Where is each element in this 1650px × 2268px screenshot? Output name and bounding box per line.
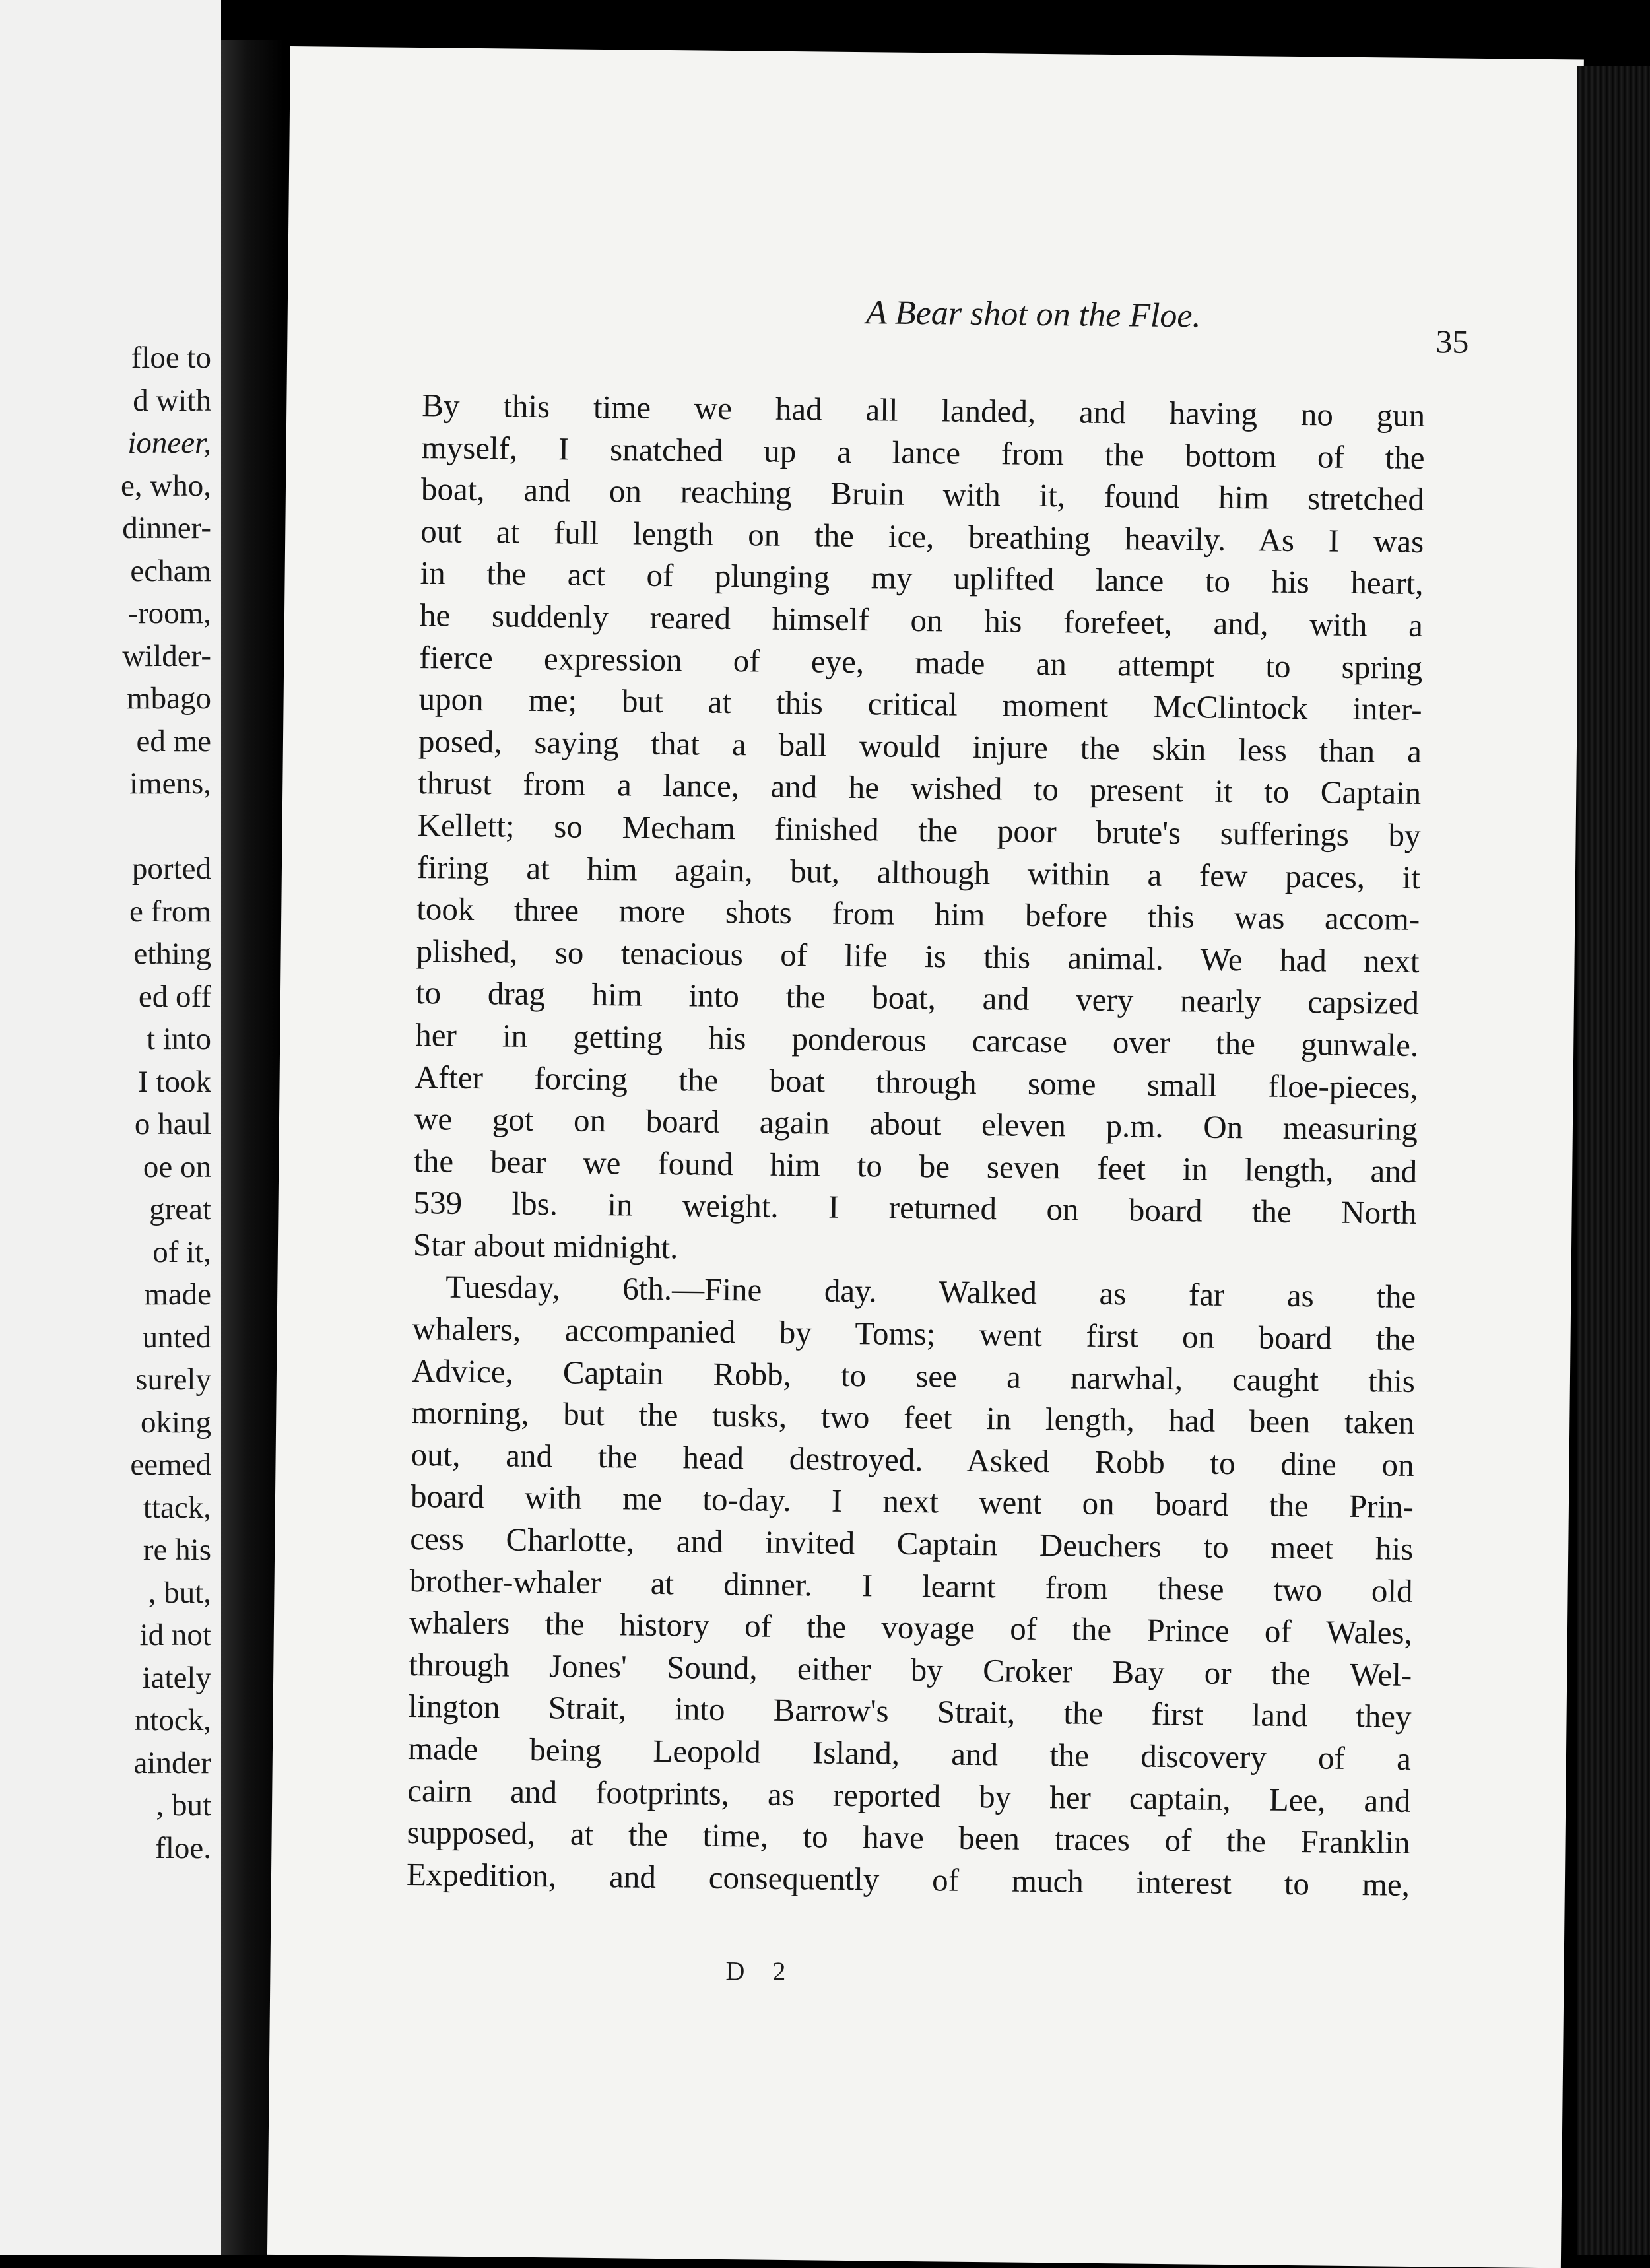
left-line: made (144, 1277, 211, 1312)
left-line: ainder (133, 1745, 211, 1780)
text-line: took three more shots from him before this was accom- (416, 890, 1420, 938)
text-line: Advice, Captain Robb, to see a narwhal, caught this (411, 1352, 1416, 1399)
text-line: plished, so tenacious of life is this animal. We had next (416, 932, 1420, 980)
signature-mark: D 2 (725, 1956, 797, 1987)
left-line: eemed (130, 1448, 211, 1482)
text-line: board with me to-day. I next went on board the Prin- (410, 1478, 1414, 1525)
left-line: floe to (131, 341, 211, 375)
left-line: o haul (134, 1107, 211, 1141)
left-line: echam (130, 553, 211, 588)
left-line: e from (129, 894, 211, 929)
left-line (0, 805, 211, 848)
text-line: he suddenly reared himself on his forefeet, and, with a (419, 597, 1424, 644)
text-line: myself, I snatched up a lance from the bottom of the (421, 428, 1425, 476)
page-edges (1577, 66, 1650, 2255)
text-line: morning, but the tusks, two feet in length, had been taken (411, 1394, 1415, 1442)
left-line: great (149, 1192, 211, 1226)
text-line: her in getting his ponderous carcase over the gunwale. (415, 1016, 1419, 1063)
left-line: id not (139, 1618, 211, 1652)
text-line: whalers, accompanied by Toms; went first on board the (412, 1310, 1416, 1358)
text-line: Star about midnight. (412, 1226, 678, 1266)
left-line: ed off (138, 979, 211, 1014)
left-line: ntock, (134, 1703, 211, 1737)
left-line: e, who, (120, 468, 211, 503)
left-line: ioneer, (127, 426, 211, 460)
left-line: unted (142, 1319, 211, 1354)
text-line: the bear we found him to be seven feet in length, and (414, 1142, 1418, 1189)
text-line: 539 lbs. in weight. I returned on board the North (413, 1184, 1417, 1232)
text-line: in the act of plunging my uplifted lance to his heart, (420, 554, 1424, 602)
text-line: cess Charlotte, and invited Captain Deuchers to meet his (410, 1520, 1414, 1567)
left-line: -room, (127, 596, 211, 630)
text-line: lington Strait, into Barrow's Strait, the first land they (408, 1688, 1412, 1735)
text-line: cairn and footprints, as reported by her captain, Lee, and (407, 1772, 1411, 1819)
text-line: to drag him into the boat, and very nearly capsized (415, 974, 1420, 1022)
text-line: brother-whaler at dinner. I learnt from these two old (409, 1562, 1413, 1609)
left-line: ed me (136, 723, 211, 758)
text-line: we got on board again about eleven p.m. On measuring (414, 1100, 1418, 1148)
left-line: ething (133, 937, 211, 971)
left-line: dinner- (122, 511, 211, 545)
running-head: A Bear shot on the Floe. (865, 294, 1201, 335)
left-line: I took (138, 1064, 211, 1099)
left-line: surely (135, 1362, 211, 1397)
text-line: Tuesday, 6th.—Fine day. Walked as far as the (446, 1269, 1416, 1316)
text-line: fierce expression of eye, made an attempt to spring (419, 638, 1423, 686)
text-line: posed, saying that a ball would injure the skin less than a (418, 722, 1422, 770)
left-line: re his (143, 1533, 211, 1567)
left-line: of it, (152, 1234, 211, 1269)
text-line: out, and the head destroyed. Asked Robb to dine on (411, 1436, 1414, 1483)
left-line: , but, (148, 1575, 211, 1610)
left-line: mbago (127, 681, 211, 716)
text-line: By this time we had all landed, and having no gun (422, 387, 1426, 434)
text-line: firing at him again, but, although within a few paces, it (416, 848, 1421, 896)
text-line: through Jones' Sound, either by Croker Bay or the Wel- (409, 1646, 1412, 1693)
text-line: Kellett; so Mecham finished the poor brute's sufferings by (417, 807, 1421, 853)
page-number: 35 (1436, 323, 1469, 360)
text-line: out at full length on the ice, breathing heavily. As I was (420, 512, 1424, 560)
left-line: wilder- (122, 638, 211, 673)
left-line: oe on (143, 1149, 211, 1184)
text-line: After forcing the boat through some small floe-pieces, (414, 1058, 1418, 1106)
left-line: iately (142, 1660, 211, 1695)
left-line: t into (147, 1022, 211, 1056)
text-line: upon me; but at this critical moment McClintock inter- (418, 681, 1422, 728)
text-line: whalers the history of the voyage of the Prince of Wales, (409, 1604, 1413, 1651)
left-page (0, 0, 221, 2255)
left-line: d with (133, 383, 211, 418)
text-line: thrust from a lance, and he wished to present it to Captain (418, 764, 1422, 812)
body-text (407, 384, 1426, 1906)
text-line: made being Leopold Island, and the discovery of a (407, 1730, 1412, 1777)
left-line: oking (140, 1405, 211, 1440)
text-line: supposed, at the time, to have been traces of the Franklin (407, 1814, 1410, 1861)
text-line: Expedition, and consequently of much interest to me, (406, 1855, 1410, 1903)
text-line: boat, and on reaching Bruin with it, found him stretched (420, 471, 1425, 518)
left-line: floe. (155, 1830, 211, 1865)
left-line: ttack, (143, 1490, 211, 1525)
left-line: , but (156, 1788, 211, 1822)
left-line: ported (131, 851, 211, 886)
left-line: imens, (129, 766, 211, 801)
left-page-text (0, 337, 211, 1869)
right-page (267, 46, 1584, 2268)
